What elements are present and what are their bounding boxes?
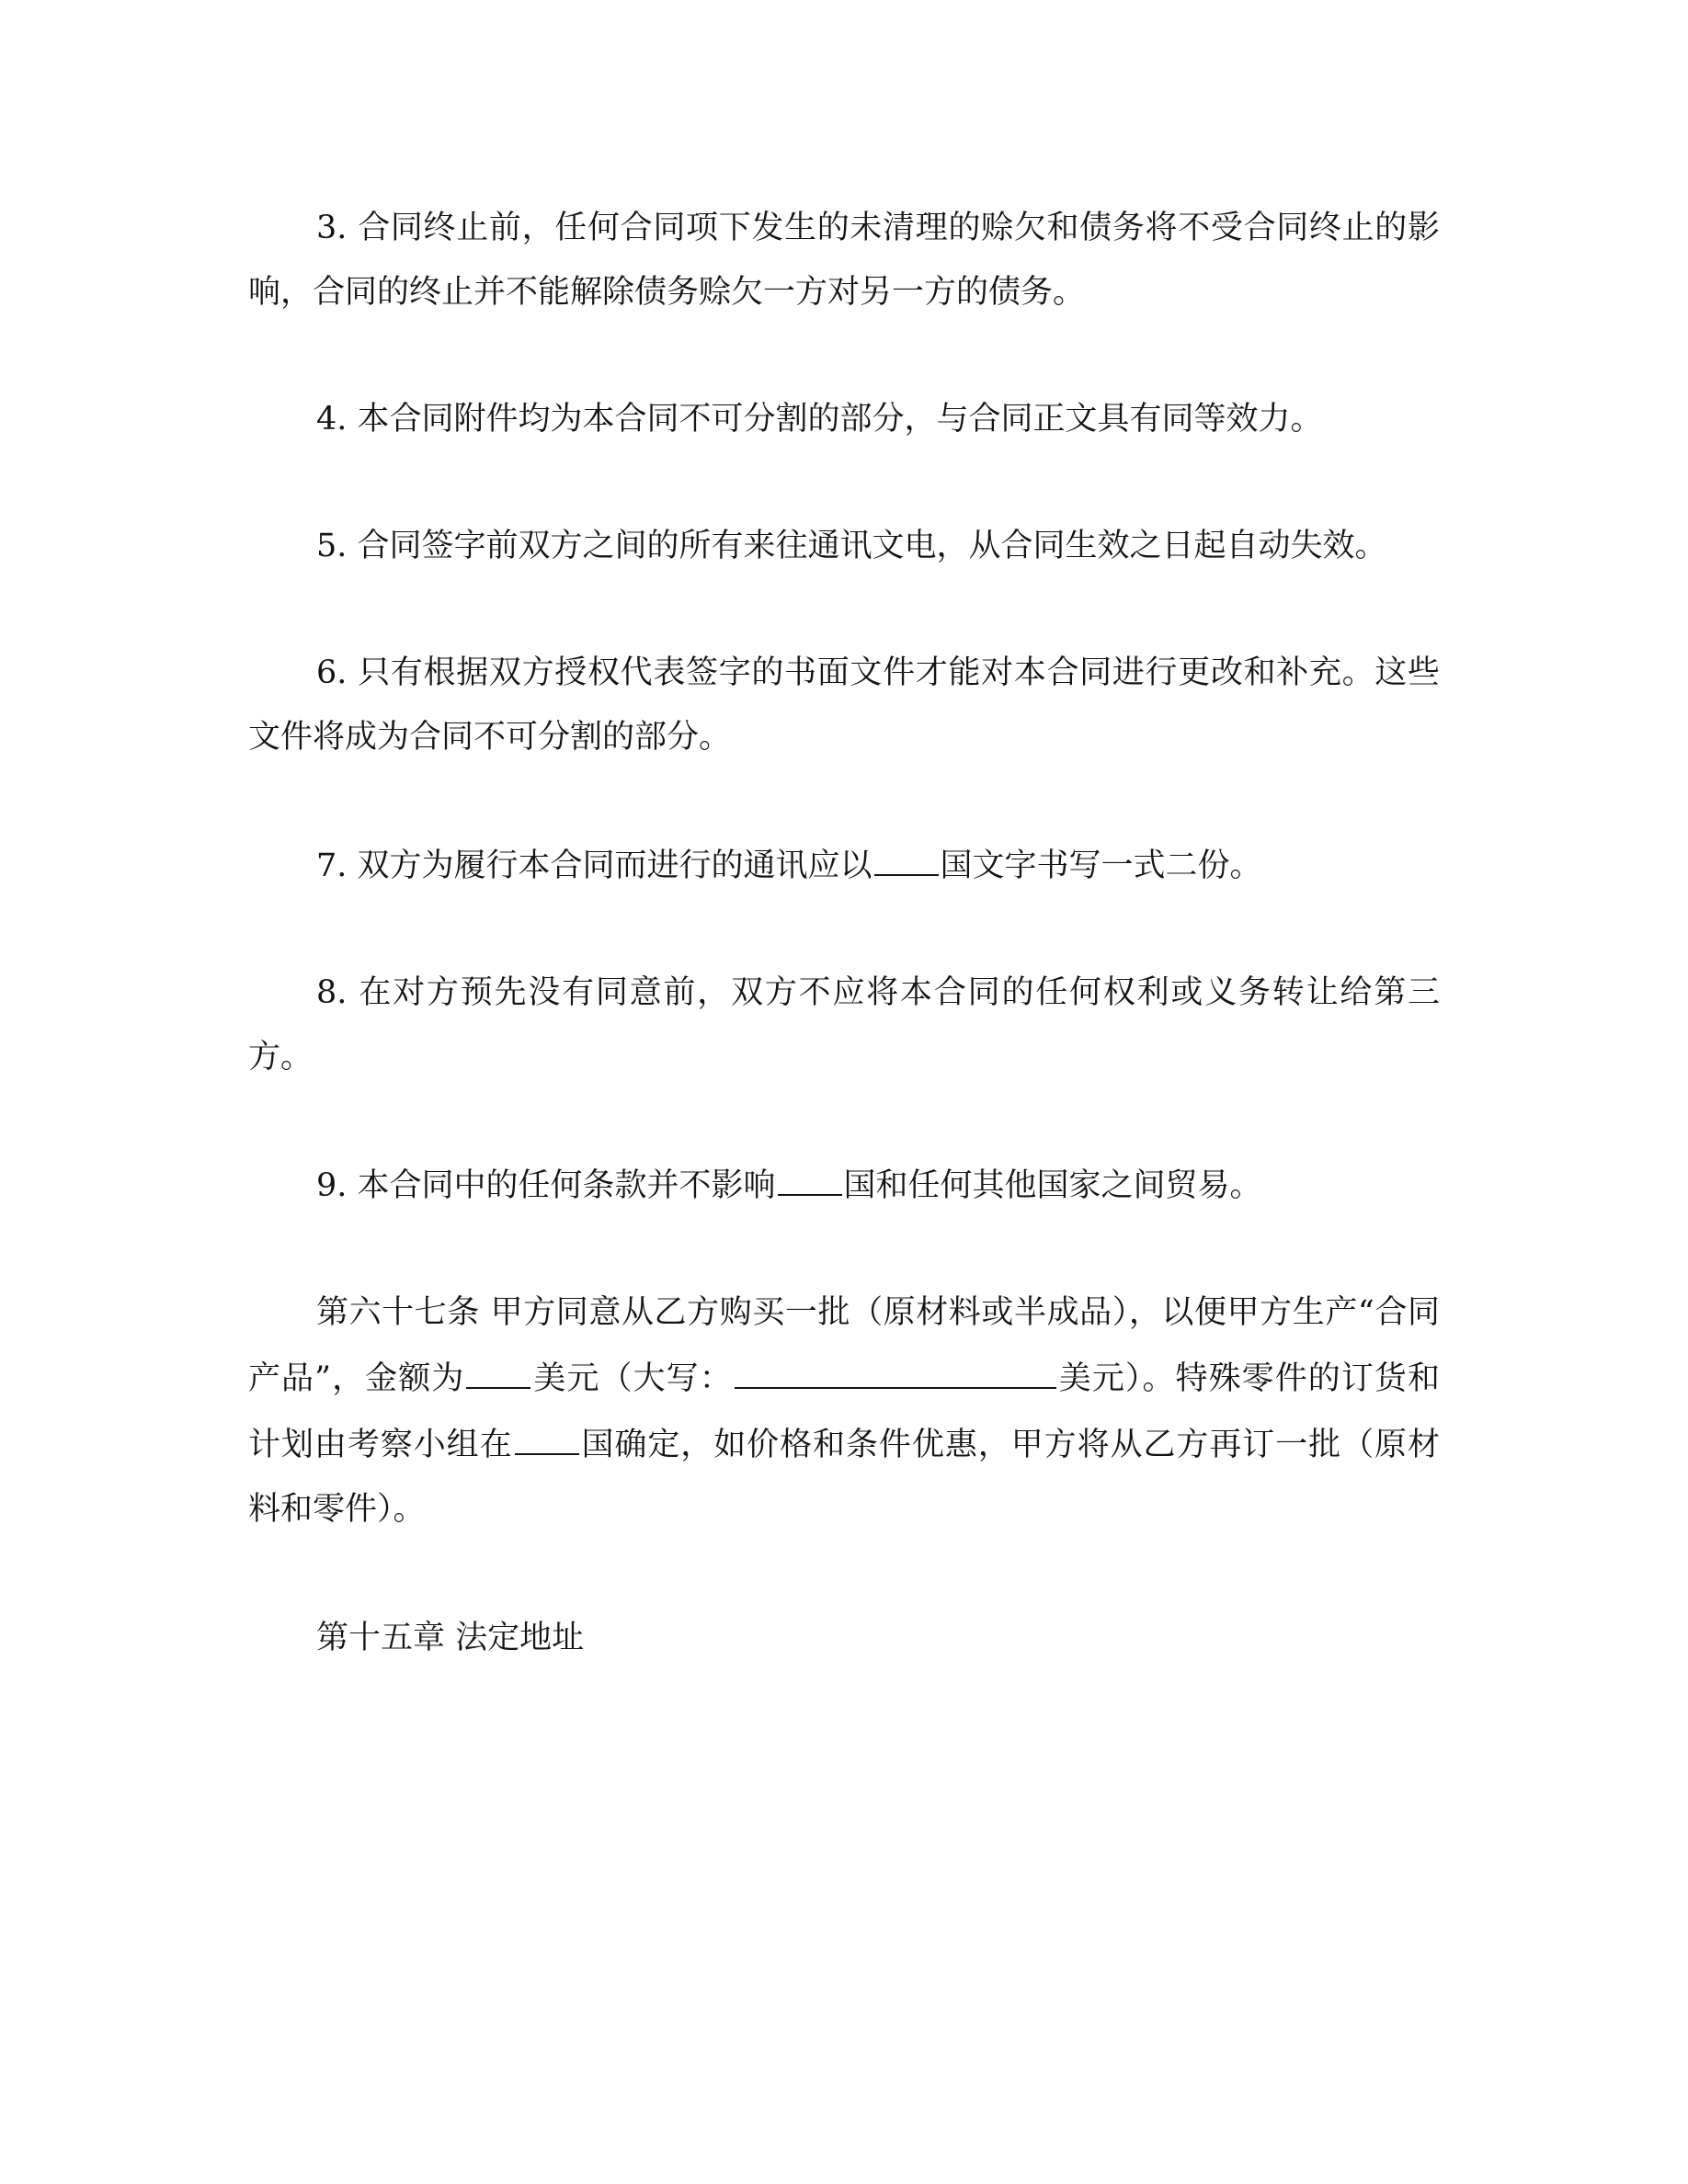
country-blank-line [778, 1152, 842, 1196]
clause-7-text-before: 7. 双方为履行本合同而进行的通讯应以 [316, 847, 873, 884]
article-67-part-3: 美元）。特殊零件的订货和计划由考察小组在 [248, 1360, 1440, 1463]
clause-5: 5. 合同签字前双方之间的所有来往通讯文电，从合同生效之日起自动失效。 [316, 528, 1387, 564]
country-blank-line [515, 1411, 579, 1455]
country-blank-line [874, 832, 939, 876]
clause-7 [248, 832, 1440, 898]
chapter-heading: 第十五章 法定地址 [316, 1620, 585, 1656]
clause-9-text-after: 国和任何其他国家之间贸易。 [843, 1167, 1262, 1204]
amount-in-words-blank-line [735, 1345, 1056, 1389]
clause-9-text-before: 9. 本合同中的任何条款并不影响 [316, 1167, 776, 1204]
clause-7-text-after: 国文字书写一式二份。 [940, 847, 1262, 884]
clause-8: 8. 在对方预先没有同意前，双方不应将本合同的任何权利或义务转让给第三方。 [248, 974, 1440, 1075]
clause-6: 6. 只有根据双方授权代表签字的书面文件才能对本合同进行更改和补充。这些文件将成为合同不可分割的部分。 [248, 654, 1440, 756]
clause-3: 3. 合同终止前，任何合同项下发生的未清理的赊欠和债务将不受合同终止的影响，合同的终止并不能解除债务赊欠一方对另一方的债务。 [248, 210, 1440, 311]
clause-4: 4. 本合同附件均为本合同不可分割的部分，与合同正文具有同等效力。 [316, 401, 1323, 438]
article-67-part-1: 第六十七条 甲方同意从乙方购买一批（原材料或半成品），以便甲方生产“合同产品”，金额为 [248, 1294, 1440, 1397]
article-67-part-4: 国确定，如价格和条件优惠，甲方将从乙方再订一批（原材料和零件）。 [248, 1427, 1440, 1528]
document-body [248, 196, 1440, 1670]
clause-9 [248, 1152, 1440, 1218]
amount-blank-line [466, 1345, 530, 1389]
article-67 [248, 1280, 1440, 1541]
article-67-part-2: 美元（大写： [532, 1360, 733, 1397]
